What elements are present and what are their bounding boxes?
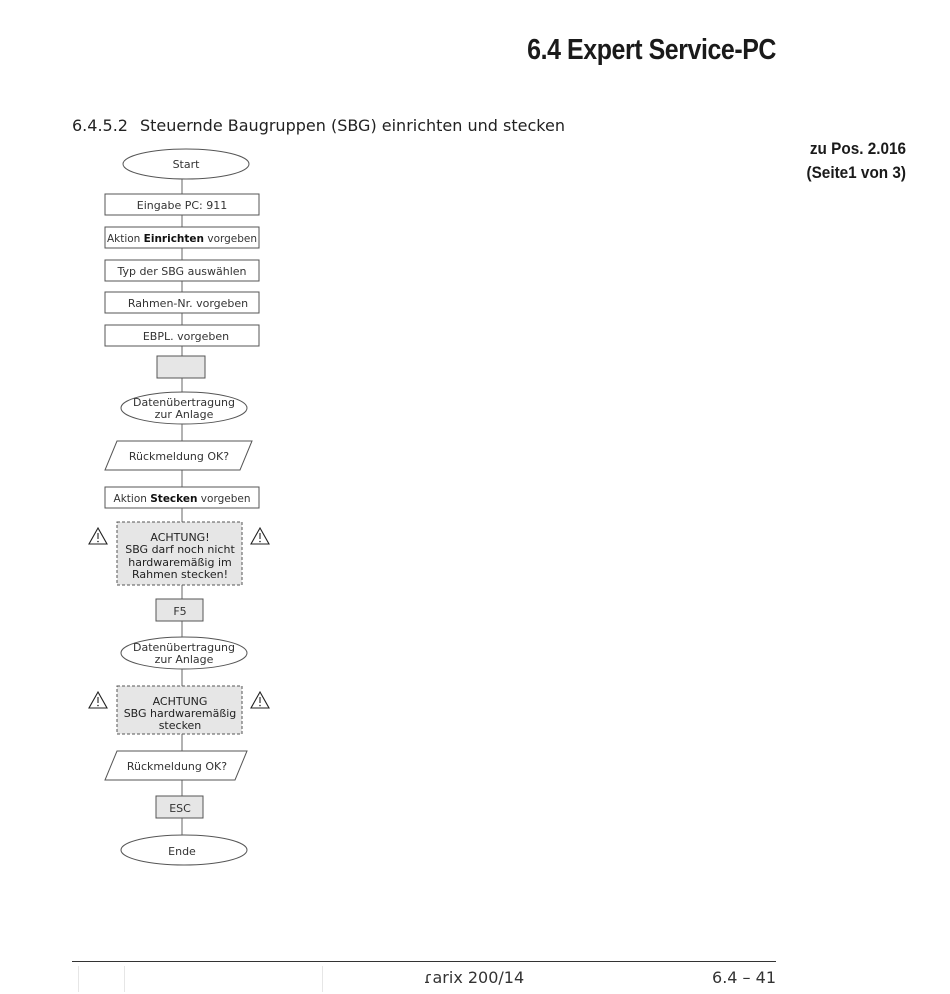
key-blank <box>157 356 205 378</box>
step-eingabe-pc-label: Eingabe PC: 911 <box>136 199 228 212</box>
margin-note-position: zu Pos. 2.016 <box>809 139 906 158</box>
step-einrichten-prefix: Aktion <box>106 233 144 245</box>
warning-1-line-3: hardwaremäßig im <box>128 556 232 569</box>
warning-triangle-icon <box>89 692 107 708</box>
step-einrichten-keyword: Einrichten <box>143 233 205 245</box>
chapter-title: 6.4 Expert Service-PC <box>527 34 776 66</box>
step-rahmen-label: Rahmen-Nr. vorgeben <box>127 297 249 310</box>
transfer-2-line-2: zur Anlage <box>154 653 214 666</box>
warning-triangle-icon <box>251 528 269 544</box>
end-node <box>121 835 247 865</box>
key-f5 <box>156 599 203 621</box>
step-stecken-prefix: Aktion <box>113 493 151 505</box>
footer-divider <box>124 966 125 992</box>
key-esc <box>156 796 203 818</box>
warning-1 <box>117 522 242 585</box>
warning-1-line-4: Rahmen stecken! <box>131 568 229 581</box>
svg-text:Aktion Einrichten vorgeben <box>107 233 257 245</box>
footer-divider <box>78 966 79 992</box>
step-typ-label: Typ der SBG auswählen <box>117 265 247 278</box>
check-1-label: Rückmeldung OK? <box>128 450 230 463</box>
footer-page-number: 6.4 – 41 <box>712 968 776 987</box>
transfer-1-line-2: zur Anlage <box>154 408 214 421</box>
section-title: Steuernde Baugruppen (SBG) einrichten und stecken <box>139 116 565 135</box>
end-label: Ende <box>168 845 196 858</box>
transfer-2 <box>121 637 247 669</box>
section-number: 6.4.5.2 <box>72 116 128 135</box>
step-ebpl <box>105 325 259 346</box>
check-2 <box>105 751 247 780</box>
key-esc-label: ESC <box>169 802 191 815</box>
warning-1-line-1: ACHTUNG! <box>150 531 210 544</box>
warning-2-line-1: ACHTUNG <box>152 695 208 708</box>
warning-triangle-icon <box>89 528 107 544</box>
key-f5-label: F5 <box>173 605 187 618</box>
warning-2-line-2: SBG hardwaremäßig <box>123 707 237 720</box>
transfer-2-line-1: Datenübertragung <box>133 641 235 654</box>
start-label: Start <box>172 158 200 171</box>
footer-document-name: ɾarix 200/14 <box>424 968 525 987</box>
margin-note-page-count: (Seite1 von 3) <box>806 163 906 182</box>
step-rahmen <box>105 292 259 313</box>
start-node <box>123 149 249 179</box>
warning-2 <box>117 686 242 734</box>
svg-text:Aktion Stecken vorgeben <box>114 493 251 505</box>
check-2-label: Rückmeldung OK? <box>126 760 228 773</box>
warning-triangle-icon <box>251 692 269 708</box>
footer-divider <box>322 966 323 992</box>
step-eingabe-pc <box>105 194 259 215</box>
step-stecken-suffix: vorgeben <box>197 493 251 505</box>
step-stecken <box>105 487 259 508</box>
transfer-1 <box>121 392 247 424</box>
transfer-1-line-1: Datenübertragung <box>133 396 235 409</box>
footer-rule <box>72 961 776 962</box>
step-typ <box>105 260 259 281</box>
check-1 <box>105 441 252 470</box>
step-einrichten-suffix: vorgeben <box>204 233 258 245</box>
warning-2-line-3: stecken <box>158 719 202 732</box>
step-einrichten <box>105 227 259 248</box>
step-ebpl-label: EBPL. vorgeben <box>142 330 230 343</box>
warning-1-line-2: SBG darf noch nicht <box>125 543 235 556</box>
step-stecken-keyword: Stecken <box>150 493 198 505</box>
